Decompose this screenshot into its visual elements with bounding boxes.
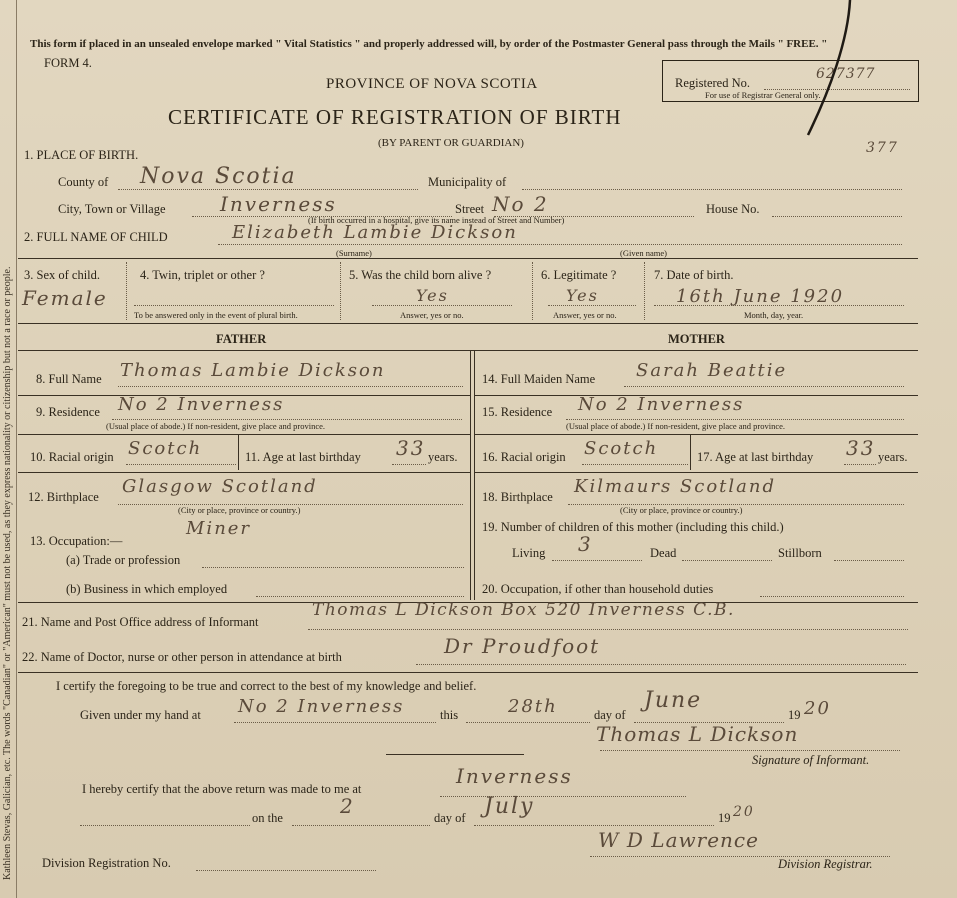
form-number: FORM 4. [44,56,92,70]
legitimate-label: 6. Legitimate ? [541,268,617,282]
mother-children-label: 19. Number of children of this mother (including this child.) [482,520,784,534]
mother-residence-value: No 2 Inverness [578,394,745,415]
child-name-label: 2. FULL NAME OF CHILD [24,230,168,244]
registrar-signature-label: Division Registrar. [778,857,873,871]
this-label: this [440,708,459,722]
father-occupation-value: Miner [186,518,252,539]
father-age-label: 11. Age at last birthday [245,450,361,464]
registrar-note: For use of Registrar General only. [705,90,821,100]
date-of-birth-label: 7. Date of birth. [654,268,734,282]
informant-value: Thomas L Dickson Box 520 Inverness C.B. [312,600,735,620]
father-birthplace-label: 12. Birthplace [28,490,99,504]
dead-label: Dead [650,546,677,560]
father-birthplace-value: Glasgow Scotland [122,476,318,497]
doctor-value: Dr Proudfoot [444,634,601,658]
street-label: Street [455,202,485,216]
mother-residence-label: 15. Residence [482,405,553,419]
street-value: No 2 [492,192,549,216]
mother-heading: MOTHER [668,332,725,346]
date-of-birth-note: Month, day, year. [744,310,804,320]
surname-note: (Surname) [336,248,372,258]
county-value: Nova Scotia [140,164,297,189]
informant-signature: Thomas L Dickson [596,722,799,746]
on-the-label: on the [252,811,283,825]
date-of-birth-value: 16th June 1920 [676,286,845,307]
twin-label: 4. Twin, triplet or other ? [140,268,265,282]
certify-statement: I certify the foregoing to be true and correct to the best of my knowledge and belief. [56,679,477,693]
mother-occupation-label: 20. Occupation, if other than household duties [482,582,714,596]
mother-age-value: 33 [846,436,876,460]
certificate-subtitle: (BY PARENT OR GUARDIAN) [378,137,524,149]
registrar-statement: I hereby certify that the above return was made to me at [82,782,362,796]
registrar-place-value: Inverness [456,764,573,788]
house-number-label: House No. [706,202,760,216]
registrar-year-value: 20 [733,804,755,820]
mail-notice: This form if placed in an unsealed envelope marked " Vital Statistics " and properly addressed will, by order of the Postmaster General pass through the Mails " FREE. " [30,38,828,50]
informant-label: 21. Name and Post Office address of Informant [22,615,259,629]
division-registration-label: Division Registration No. [42,856,171,870]
living-value: 3 [578,532,593,556]
father-residence-value: No 2 Inverness [118,394,285,415]
given-name-note: (Given name) [620,248,667,258]
child-name-value: Elizabeth Lambie Dickson [232,222,518,243]
city-label: City, Town or Village [58,202,166,216]
father-residence-label: 9. Residence [36,405,100,419]
registrar-day-of-label: day of [434,811,466,825]
registered-number: 627377 [816,66,876,82]
given-place-value: No 2 Inverness [238,696,405,717]
sidebar-note: Kathleen Stevas, Galician, etc. The words "Canadian" or "American" must not be used, as they express nationality or citizenship but not a race or people. [2,266,13,880]
mother-age-label: 17. Age at last birthday [697,450,814,464]
born-alive-value: Yes [416,286,449,305]
mother-residence-note: (Usual place of abode.) If non-resident, give place and province. [566,421,786,431]
certificate-title: CERTIFICATE OF REGISTRATION OF BIRTH [168,105,622,129]
registrar-month-value: July [484,794,535,819]
legitimate-value: Yes [566,286,599,305]
mother-name-label: 14. Full Maiden Name [482,372,596,386]
sex-value: Female [22,286,108,310]
sidebar-margin [0,0,17,898]
father-occupation-label: 13. Occupation:— [30,534,123,548]
mother-birthplace-note: (City or place, province or country.) [620,505,743,515]
father-racial-origin-value: Scotch [128,438,203,459]
born-alive-label: 5. Was the child born alive ? [349,268,492,282]
certify-day-value: 28th [508,696,558,717]
mother-birthplace-label: 18. Birthplace [482,490,553,504]
sex-label: 3. Sex of child. [24,268,101,282]
mother-racial-origin-label: 16. Racial origin [482,450,566,464]
father-name-label: 8. Full Name [36,372,102,386]
city-value: Inverness [220,192,337,216]
father-birthplace-note: (City or place, province or country.) [178,505,301,515]
certify-month-value: June [644,688,703,713]
certify-day-of-label: day of [594,708,626,722]
twin-note: To be answered only in the event of plural birth. [134,310,298,320]
born-alive-note: Answer, yes or no. [400,310,464,320]
hospital-note: (If birth occurred in a hospital, give its name instead of Street and Number) [308,215,565,225]
corner-number: 377 [866,140,899,156]
place-of-birth-label: 1. PLACE OF BIRTH. [24,148,139,162]
father-racial-origin-label: 10. Racial origin [30,450,114,464]
mother-name-value: Sarah Beattie [636,360,788,381]
province-title: PROVINCE OF NOVA SCOTIA [326,76,538,92]
father-years-label: years. [428,450,458,464]
municipality-label: Municipality of [428,175,507,189]
county-label: County of [58,175,109,189]
mother-birthplace-value: Kilmaurs Scotland [574,476,777,497]
certify-year-prefix: 19 [788,708,801,722]
registrar-signature: W D Lawrence [598,828,759,852]
registrar-year-prefix: 19 [718,811,731,825]
given-under-hand-label: Given under my hand at [80,708,201,722]
father-heading: FATHER [216,332,267,346]
registered-label: Registered No. [675,76,750,90]
doctor-label: 22. Name of Doctor, nurse or other person in attendance at birth [22,650,342,664]
certify-year-value: 20 [804,698,831,719]
father-residence-note: (Usual place of abode.) If non-resident, give place and province. [106,421,326,431]
trade-profession-label: (a) Trade or profession [66,553,181,567]
registrar-day-value: 2 [340,794,355,818]
mother-racial-origin-value: Scotch [584,438,659,459]
father-name-value: Thomas Lambie Dickson [120,360,386,381]
informant-signature-label: Signature of Informant. [752,753,870,767]
pen-stroke-mark [790,0,860,140]
legitimate-note: Answer, yes or no. [553,310,617,320]
father-age-value: 33 [396,436,426,460]
living-label: Living [512,546,546,560]
mother-years-label: years. [878,450,908,464]
business-employed-label: (b) Business in which employed [66,582,228,596]
stillborn-label: Stillborn [778,546,822,560]
